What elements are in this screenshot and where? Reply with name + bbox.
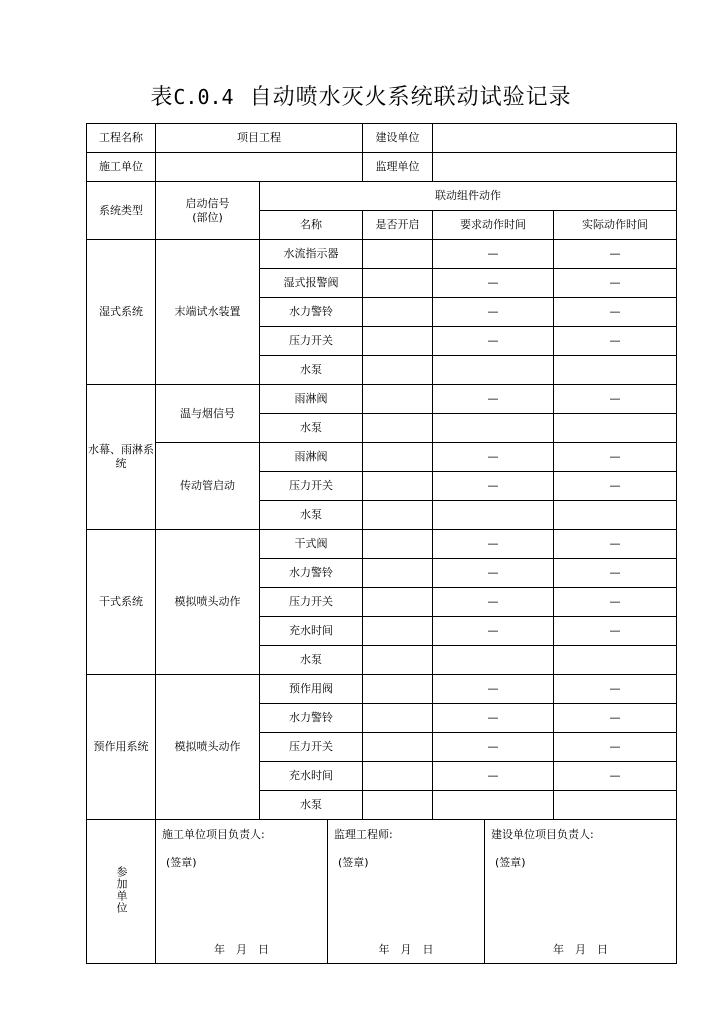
- component-name: 水泵: [260, 501, 363, 530]
- actual-time-dash: —: [554, 559, 677, 588]
- owner-seal-label: (签章): [495, 856, 526, 869]
- component-name: 水力警铃: [260, 298, 363, 327]
- required-time-dash: —: [433, 298, 554, 327]
- component-name: 水泵: [260, 646, 363, 675]
- opened-cell[interactable]: [363, 588, 433, 617]
- table-row: [87, 530, 677, 559]
- actual-time-cell[interactable]: [554, 501, 677, 530]
- opened-cell[interactable]: [363, 269, 433, 298]
- start-signal-sub-label: (部位): [192, 210, 223, 224]
- page-title: [0, 80, 722, 115]
- project-name-value[interactable]: 项目工程: [156, 124, 363, 153]
- supervisor-date-label: 年 月 日: [378, 943, 434, 956]
- actual-time-dash: —: [554, 733, 677, 762]
- actual-time-dash: —: [554, 704, 677, 733]
- preaction-system-type: 预作用系统: [87, 675, 156, 820]
- actual-time-dash: —: [554, 588, 677, 617]
- component-name: 水流指示器: [260, 240, 363, 269]
- opened-cell[interactable]: [363, 356, 433, 385]
- construction-signature-cell[interactable]: [156, 820, 328, 964]
- build-unit-value[interactable]: [433, 124, 677, 153]
- construction-unit-label: 施工单位: [87, 153, 156, 182]
- component-name: 充水时间: [260, 617, 363, 646]
- required-time-cell[interactable]: [433, 791, 554, 820]
- required-time-cell[interactable]: [433, 501, 554, 530]
- actual-time-dash: —: [554, 443, 677, 472]
- actual-time-dash: —: [554, 675, 677, 704]
- component-name: 雨淋阀: [260, 385, 363, 414]
- start-signal-label: 启动信号: [185, 196, 230, 210]
- opened-cell[interactable]: [363, 762, 433, 791]
- supervision-unit-value[interactable]: [433, 153, 677, 182]
- opened-cell[interactable]: [363, 646, 433, 675]
- opened-cell[interactable]: [363, 501, 433, 530]
- opened-cell[interactable]: [363, 733, 433, 762]
- project-name-label: 工程名称: [87, 124, 156, 153]
- component-name: 预作用阀: [260, 675, 363, 704]
- required-time-dash: —: [433, 240, 554, 269]
- required-time-header: 要求动作时间: [433, 211, 554, 240]
- table-row: [87, 240, 677, 269]
- component-name: 雨淋阀: [260, 443, 363, 472]
- required-time-dash: —: [433, 327, 554, 356]
- curtain-group2-signal: 传动管启动: [156, 443, 260, 530]
- required-time-dash: —: [433, 269, 554, 298]
- component-name: 湿式报警阀: [260, 269, 363, 298]
- owner-date-label: 年 月 日: [553, 943, 608, 956]
- participants-row: [87, 820, 677, 964]
- supervisor-signature-cell[interactable]: [328, 820, 485, 964]
- component-name: 水力警铃: [260, 704, 363, 733]
- owner-manager-label: 建设单位项目负责人:: [491, 828, 594, 841]
- actual-time-dash: —: [554, 240, 677, 269]
- title-code: C.0.4: [173, 85, 234, 109]
- table-row: [87, 675, 677, 704]
- required-time-dash: —: [433, 762, 554, 791]
- actual-time-dash: —: [554, 298, 677, 327]
- table-row: [87, 385, 677, 414]
- actual-time-dash: —: [554, 385, 677, 414]
- component-name: 水泵: [260, 414, 363, 443]
- actual-time-dash: —: [554, 269, 677, 298]
- opened-cell[interactable]: [363, 704, 433, 733]
- component-name: 水力警铃: [260, 559, 363, 588]
- required-time-dash: —: [433, 617, 554, 646]
- opened-cell[interactable]: [363, 414, 433, 443]
- title-text: 自动喷水灭火系统联动试验记录: [249, 85, 572, 110]
- opened-cell[interactable]: [363, 791, 433, 820]
- supervisor-seal-label: (签章): [338, 856, 369, 869]
- opened-cell[interactable]: [363, 240, 433, 269]
- opened-cell[interactable]: [363, 298, 433, 327]
- preaction-system-signal: 模拟喷头动作: [156, 675, 260, 820]
- component-name: 充水时间: [260, 762, 363, 791]
- component-name: 压力开关: [260, 472, 363, 501]
- opened-cell[interactable]: [363, 559, 433, 588]
- linkage-test-record-table: [86, 123, 677, 964]
- component-name: 压力开关: [260, 733, 363, 762]
- actual-time-dash: —: [554, 762, 677, 791]
- component-name: 水泵: [260, 356, 363, 385]
- required-time-dash: —: [433, 443, 554, 472]
- construction-seal-label: (签章): [166, 856, 197, 869]
- required-time-dash: —: [433, 530, 554, 559]
- construction-unit-value[interactable]: [156, 153, 363, 182]
- opened-cell[interactable]: [363, 530, 433, 559]
- actual-time-cell[interactable]: [554, 791, 677, 820]
- opened-cell[interactable]: [363, 443, 433, 472]
- actual-time-dash: —: [554, 472, 677, 501]
- required-time-cell[interactable]: [433, 414, 554, 443]
- opened-cell[interactable]: [363, 327, 433, 356]
- dry-system-type: 干式系统: [87, 530, 156, 675]
- wet-system-signal: 末端试水装置: [156, 240, 260, 385]
- opened-cell[interactable]: [363, 675, 433, 704]
- curtain-group1-signal: 温与烟信号: [156, 385, 260, 443]
- opened-cell[interactable]: [363, 385, 433, 414]
- supervision-unit-label: 监理单位: [363, 153, 433, 182]
- start-signal-header: [156, 182, 260, 240]
- required-time-dash: —: [433, 733, 554, 762]
- actual-time-dash: —: [554, 617, 677, 646]
- construction-date-label: 年 月 日: [214, 943, 269, 956]
- component-name-header: 名称: [260, 211, 363, 240]
- system-type-header: 系统类型: [87, 182, 156, 240]
- opened-cell[interactable]: [363, 472, 433, 501]
- curtain-system-type: 水幕、雨淋系统: [87, 385, 156, 530]
- component-name: 压力开关: [260, 588, 363, 617]
- actual-time-cell[interactable]: [554, 646, 677, 675]
- required-time-dash: —: [433, 675, 554, 704]
- construction-manager-label: 施工单位项目负责人:: [162, 828, 265, 841]
- actual-time-dash: —: [554, 327, 677, 356]
- supervisor-label: 监理工程师:: [334, 828, 393, 841]
- required-time-dash: —: [433, 385, 554, 414]
- actual-time-cell[interactable]: [554, 356, 677, 385]
- title-prefix: 表: [150, 85, 174, 110]
- required-time-dash: —: [433, 472, 554, 501]
- opened-header: 是否开启: [363, 211, 433, 240]
- component-name: 干式阀: [260, 530, 363, 559]
- actual-time-header: 实际动作时间: [554, 211, 677, 240]
- required-time-dash: —: [433, 559, 554, 588]
- required-time-cell[interactable]: [433, 356, 554, 385]
- linkage-group-header: 联动组件动作: [260, 182, 677, 211]
- participants-label-cell: [87, 820, 156, 964]
- component-name: 压力开关: [260, 327, 363, 356]
- participants-label: 参加单位: [115, 865, 128, 914]
- wet-system-type: 湿式系统: [87, 240, 156, 385]
- actual-time-cell[interactable]: [554, 414, 677, 443]
- build-unit-label: 建设单位: [363, 124, 433, 153]
- table-row: [87, 443, 677, 472]
- owner-signature-cell[interactable]: [485, 820, 677, 964]
- dry-system-signal: 模拟喷头动作: [156, 530, 260, 675]
- opened-cell[interactable]: [363, 617, 433, 646]
- required-time-dash: —: [433, 704, 554, 733]
- actual-time-dash: —: [554, 530, 677, 559]
- required-time-dash: —: [433, 588, 554, 617]
- component-name: 水泵: [260, 791, 363, 820]
- required-time-cell[interactable]: [433, 646, 554, 675]
